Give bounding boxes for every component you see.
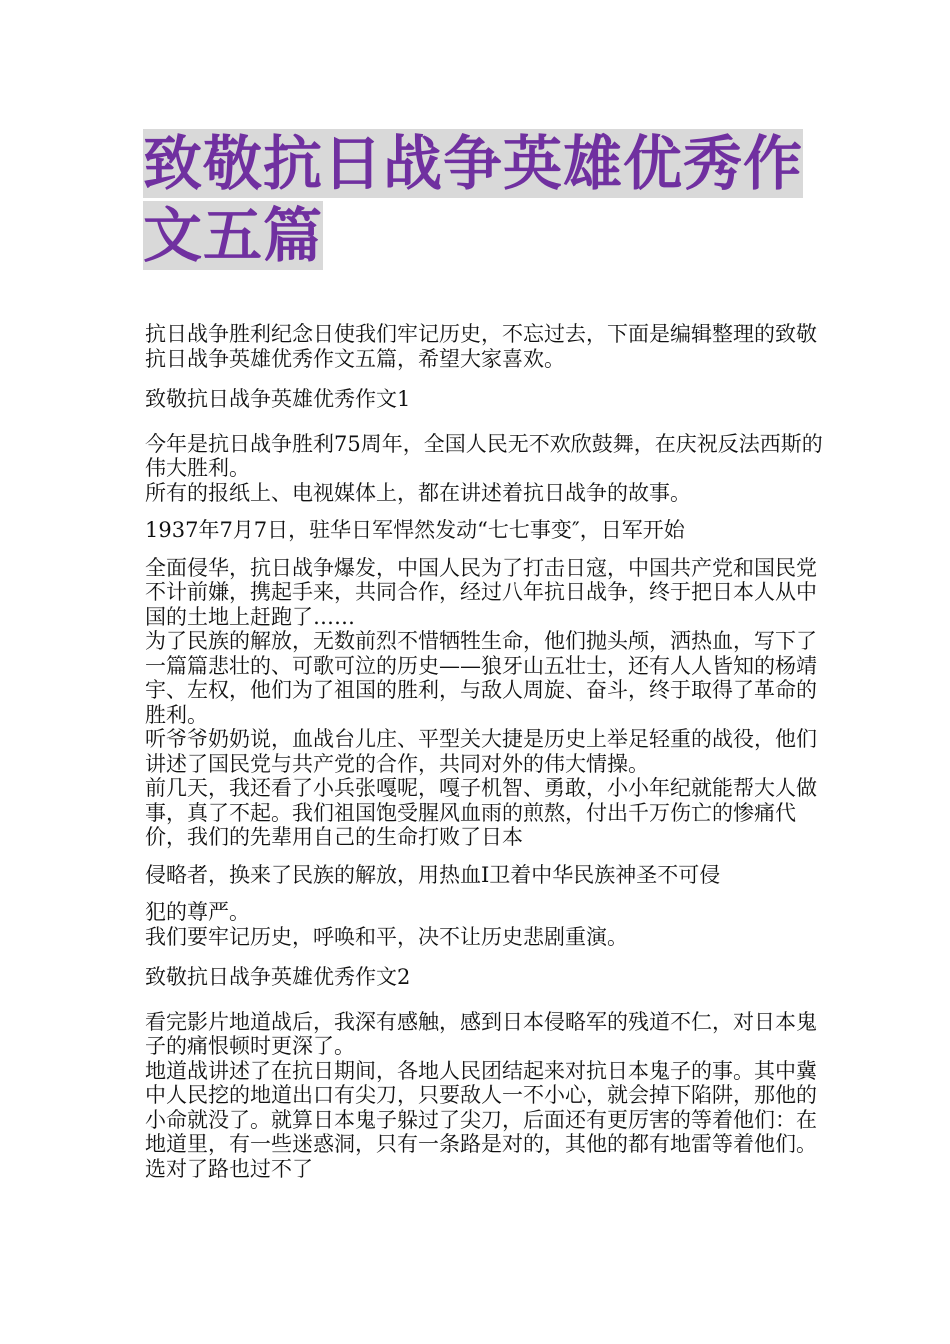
essay-1-heading: 致敬抗日战争英雄优秀作文1 xyxy=(145,387,411,411)
essay-1-paragraph: 我们要牢记历史，呼唤和平，决不让历史悲剧重演。 xyxy=(145,924,628,949)
essay-1-paragraph: 所有的报纸上、电视媒体上，都在讲述着抗日战争的故事。 xyxy=(145,480,691,505)
essay-1-paragraph: 1937年7月7日，驻华日军悍然发动“七七事变″，日军开始 xyxy=(145,518,685,542)
essay-1-paragraph: 前几天，我还看了小兵张嘎呢，嘎子机智、勇敢，小小年纪就能帮大人做事，真了不起。我们祖国饱受腥风血雨的煎熬，付出千万伤亡的惨痛代价，我们的先辈用自己的生命打败了日本 xyxy=(145,776,817,849)
document-body xyxy=(145,322,825,1181)
essay-2-paragraph: 地道战讲述了在抗日期间，各地人民团结起来对抗日本鬼子的事。其中冀中人民挖的地道出口有尖刀，只要敌人一不小心，就会掉下陷阱，那他的小命就没了。就算日本鬼子躲过了尖刀，后面还有更厉害的等着他们：在地道里，有一些迷惑洞，只有一条路是对的，其他的都有地雷等着他们。选对了路也过不了 xyxy=(145,1058,817,1181)
essay-1-paragraph: 侵略者，换来了民族的解放，用热血I卫着中华民族神圣不可侵 xyxy=(145,862,721,887)
essay-2-heading: 致敬抗日战争英雄优秀作文2 xyxy=(145,965,411,989)
essay-1-paragraph: 为了民族的解放，无数前烈不惜牺牲生命，他们抛头颅，洒热血，写下了一篇篇悲壮的、可歌可泣的历史——狼牙山五壮士，还有人人皆知的杨靖宇、左权，他们为了祖国的胜利，与敌人周旋、奋斗，终于取得了革命的胜利。 xyxy=(145,629,817,727)
essay-1-paragraph: 全面侵华，抗日战争爆发，中国人民为了打击日寇，中国共产党和国民党不计前嫌，携起手来，共同合作，经过八年抗日战争，终于把日本人从中国的土地上赶跑了…… xyxy=(145,555,817,629)
essay-1-paragraph: 听爷爷奶奶说，血战台儿庄、平型关大捷是历史上举足轻重的战役，他们讲述了国民党与共产党的合作，共同对外的伟大情操。 xyxy=(145,727,817,776)
document-title xyxy=(143,128,813,272)
essay-2-paragraph: 看完影片地道战后，我深有感触，感到日本侵略军的残道不仁，对日本鬼子的痛恨顿时更深了。 xyxy=(145,1009,817,1058)
essay-1-paragraph: 犯的尊严。 xyxy=(145,900,250,924)
essay-1-paragraph: 今年是抗日战争胜利75周年，全国人民无不欢欣鼓舞，在庆祝反法西斯的伟大胜利。 xyxy=(145,431,823,480)
document-title-text: 致敬抗日战争英雄优秀作文五篇 xyxy=(143,129,804,270)
intro-paragraph: 抗日战争胜利纪念日使我们牢记历史，不忘过去，下面是编辑整理的致敬抗日战争英雄优秀作文五篇，希望大家喜欢。 xyxy=(145,322,817,371)
